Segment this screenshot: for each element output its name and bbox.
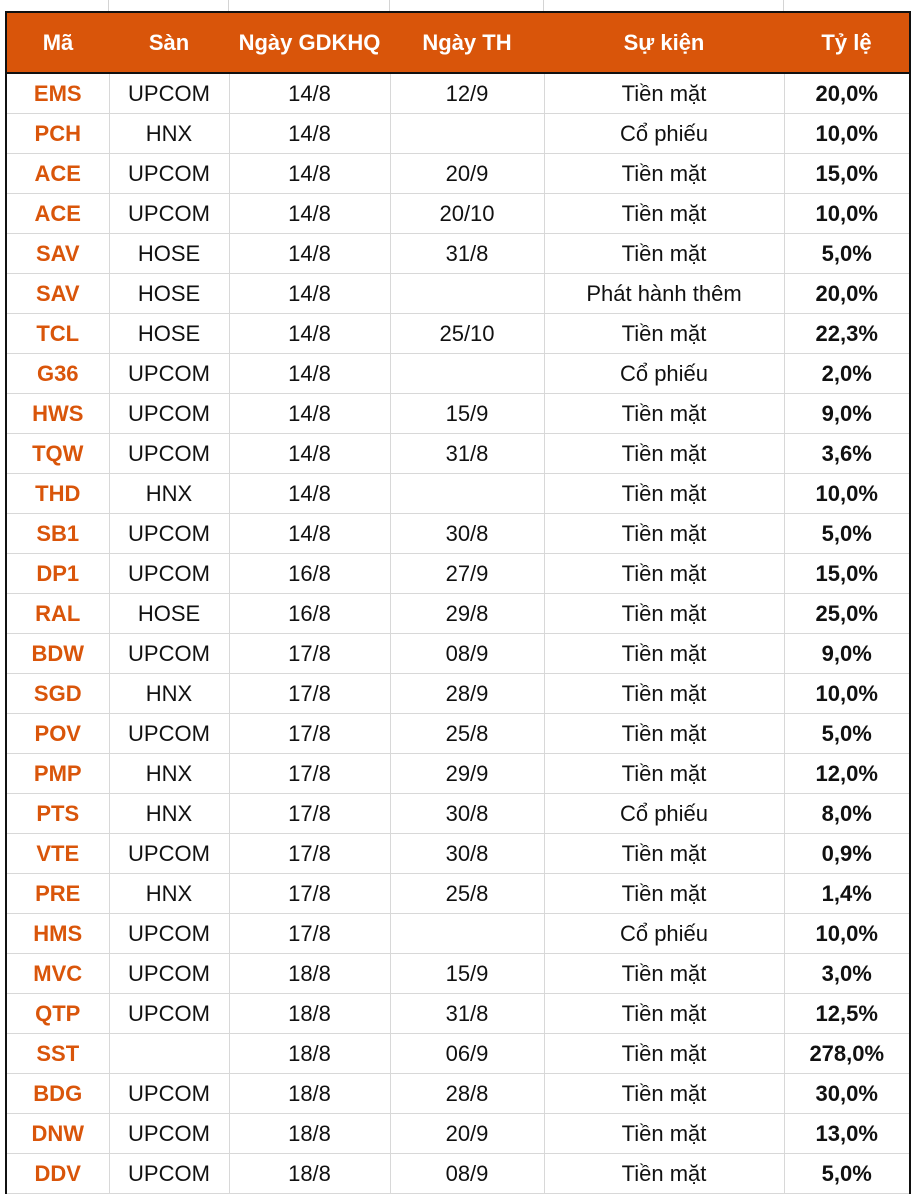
payment-date-cell[interactable]: 30/8 — [390, 514, 544, 554]
payment-date-cell[interactable]: 12/9 — [390, 73, 544, 114]
exchange-cell[interactable]: HOSE — [109, 274, 229, 314]
ticker-cell[interactable]: EMS — [6, 73, 109, 114]
payment-date-cell[interactable] — [390, 474, 544, 514]
ticker-cell[interactable]: PTS — [6, 794, 109, 834]
table-row — [6, 754, 910, 794]
payment-date-cell[interactable]: 06/9 — [390, 1034, 544, 1074]
ticker-cell[interactable]: BDG — [6, 1074, 109, 1114]
ex-date-cell[interactable]: 16/8 — [229, 594, 390, 634]
event-cell[interactable]: Tiền mặt — [544, 514, 784, 554]
payment-date-cell[interactable]: 31/8 — [390, 234, 544, 274]
exchange-cell[interactable]: UPCOM — [109, 354, 229, 394]
payment-date-cell[interactable]: 28/8 — [390, 1074, 544, 1114]
ticker-cell[interactable]: SB1 — [6, 514, 109, 554]
exchange-cell[interactable]: UPCOM — [109, 394, 229, 434]
event-cell[interactable]: Tiền mặt — [544, 234, 784, 274]
ticker-cell[interactable]: DNW — [6, 1114, 109, 1154]
exchange-cell[interactable]: HNX — [109, 674, 229, 714]
ratio-cell[interactable]: 12,0% — [784, 754, 910, 794]
exchange-cell[interactable]: UPCOM — [109, 194, 229, 234]
ex-date-cell[interactable]: 16/8 — [229, 554, 390, 594]
table-row — [6, 274, 910, 314]
table-row — [6, 1034, 910, 1074]
event-cell[interactable]: Tiền mặt — [544, 674, 784, 714]
payment-date-cell[interactable] — [390, 354, 544, 394]
payment-date-cell[interactable]: 08/9 — [390, 1154, 544, 1194]
ex-date-cell[interactable]: 14/8 — [229, 514, 390, 554]
event-cell[interactable]: Tiền mặt — [544, 554, 784, 594]
ex-date-cell[interactable]: 14/8 — [229, 354, 390, 394]
exchange-cell[interactable]: HOSE — [109, 234, 229, 274]
ticker-cell[interactable]: THD — [6, 474, 109, 514]
ratio-cell[interactable]: 3,6% — [784, 434, 910, 474]
payment-date-cell[interactable]: 20/9 — [390, 154, 544, 194]
exchange-cell[interactable] — [109, 1034, 229, 1074]
ratio-cell[interactable]: 5,0% — [784, 234, 910, 274]
ratio-cell[interactable]: 13,0% — [784, 1114, 910, 1154]
ex-date-cell[interactable]: 14/8 — [229, 274, 390, 314]
ratio-cell[interactable]: 10,0% — [784, 194, 910, 234]
event-cell[interactable]: Tiền mặt — [544, 73, 784, 114]
ex-date-cell[interactable]: 18/8 — [229, 1114, 390, 1154]
ex-date-cell[interactable]: 17/8 — [229, 754, 390, 794]
payment-date-cell[interactable]: 29/9 — [390, 754, 544, 794]
ratio-cell[interactable]: 30,0% — [784, 1074, 910, 1114]
ex-date-cell[interactable]: 17/8 — [229, 874, 390, 914]
ratio-cell[interactable]: 20,0% — [784, 73, 910, 114]
ex-date-cell[interactable]: 18/8 — [229, 954, 390, 994]
table-row — [6, 1114, 910, 1154]
event-cell[interactable]: Cổ phiếu — [544, 354, 784, 394]
exchange-cell[interactable]: UPCOM — [109, 834, 229, 874]
event-cell[interactable]: Tiền mặt — [544, 634, 784, 674]
event-cell[interactable]: Phát hành thêm — [544, 274, 784, 314]
exchange-cell[interactable]: UPCOM — [109, 714, 229, 754]
ticker-cell[interactable]: G36 — [6, 354, 109, 394]
event-cell[interactable]: Tiền mặt — [544, 194, 784, 234]
exchange-cell[interactable]: UPCOM — [109, 914, 229, 954]
exchange-cell[interactable]: UPCOM — [109, 1154, 229, 1194]
exchange-cell[interactable]: UPCOM — [109, 154, 229, 194]
ex-date-cell[interactable]: 14/8 — [229, 114, 390, 154]
ex-date-cell[interactable]: 18/8 — [229, 1154, 390, 1194]
ticker-cell[interactable]: QTP — [6, 994, 109, 1034]
header-ratio[interactable]: Tỷ lệ — [784, 12, 910, 73]
ex-date-cell[interactable]: 14/8 — [229, 73, 390, 114]
ratio-cell[interactable]: 9,0% — [784, 394, 910, 434]
payment-date-cell[interactable]: 31/8 — [390, 994, 544, 1034]
ratio-cell[interactable]: 10,0% — [784, 914, 910, 954]
table-row — [6, 234, 910, 274]
ratio-cell[interactable]: 10,0% — [784, 674, 910, 714]
exchange-cell[interactable]: HNX — [109, 874, 229, 914]
event-cell[interactable]: Tiền mặt — [544, 1034, 784, 1074]
payment-date-cell[interactable]: 27/9 — [390, 554, 544, 594]
event-cell[interactable]: Tiền mặt — [544, 874, 784, 914]
ex-date-cell[interactable]: 18/8 — [229, 1074, 390, 1114]
ticker-cell[interactable]: HWS — [6, 394, 109, 434]
payment-date-cell[interactable]: 20/9 — [390, 1114, 544, 1154]
ex-date-cell[interactable]: 17/8 — [229, 714, 390, 754]
exchange-cell[interactable]: UPCOM — [109, 1114, 229, 1154]
ex-date-cell[interactable]: 14/8 — [229, 434, 390, 474]
ticker-cell[interactable]: VTE — [6, 834, 109, 874]
table-row — [6, 874, 910, 914]
table-row — [6, 514, 910, 554]
ex-date-cell[interactable]: 14/8 — [229, 474, 390, 514]
ticker-cell[interactable]: SST — [6, 1034, 109, 1074]
ticker-cell[interactable]: SAV — [6, 234, 109, 274]
exchange-cell[interactable]: HNX — [109, 754, 229, 794]
payment-date-cell[interactable]: 15/9 — [390, 954, 544, 994]
exchange-cell[interactable]: UPCOM — [109, 994, 229, 1034]
ticker-cell[interactable]: MVC — [6, 954, 109, 994]
event-cell[interactable]: Tiền mặt — [544, 154, 784, 194]
payment-date-cell[interactable]: 30/8 — [390, 794, 544, 834]
ratio-cell[interactable]: 1,4% — [784, 874, 910, 914]
table-row — [6, 794, 910, 834]
ratio-cell[interactable]: 3,0% — [784, 954, 910, 994]
ratio-cell[interactable]: 10,0% — [784, 474, 910, 514]
payment-date-cell[interactable]: 08/9 — [390, 634, 544, 674]
ratio-cell[interactable]: 20,0% — [784, 274, 910, 314]
table-row — [6, 194, 910, 234]
exchange-cell[interactable]: UPCOM — [109, 1074, 229, 1114]
ex-date-cell[interactable]: 14/8 — [229, 234, 390, 274]
table-row — [6, 434, 910, 474]
table-row — [6, 314, 910, 354]
ticker-cell[interactable]: POV — [6, 714, 109, 754]
ticker-cell[interactable]: DDV — [6, 1154, 109, 1194]
ticker-cell[interactable]: DP1 — [6, 554, 109, 594]
ex-date-cell[interactable]: 17/8 — [229, 834, 390, 874]
event-cell[interactable]: Tiền mặt — [544, 1074, 784, 1114]
event-cell[interactable]: Tiền mặt — [544, 954, 784, 994]
table-row — [6, 994, 910, 1034]
header-ex-date[interactable]: Ngày GDKHQ — [229, 12, 390, 73]
exchange-cell[interactable]: UPCOM — [109, 514, 229, 554]
ratio-cell[interactable]: 8,0% — [784, 794, 910, 834]
ticker-cell[interactable]: ACE — [6, 154, 109, 194]
table-row — [6, 954, 910, 994]
payment-date-cell[interactable]: 20/10 — [390, 194, 544, 234]
ratio-cell[interactable]: 2,0% — [784, 354, 910, 394]
ratio-cell[interactable]: 12,5% — [784, 994, 910, 1034]
event-cell[interactable]: Tiền mặt — [544, 1154, 784, 1194]
ticker-cell[interactable]: PCH — [6, 114, 109, 154]
table-row — [6, 634, 910, 674]
ticker-cell[interactable]: TCL — [6, 314, 109, 354]
ticker-cell[interactable]: HMS — [6, 914, 109, 954]
payment-date-cell[interactable]: 31/8 — [390, 434, 544, 474]
table-row — [6, 1154, 910, 1194]
dividend-events-table — [5, 11, 911, 1194]
event-cell[interactable]: Tiền mặt — [544, 394, 784, 434]
payment-date-cell[interactable]: 25/8 — [390, 874, 544, 914]
ratio-cell[interactable]: 5,0% — [784, 514, 910, 554]
event-cell[interactable]: Cổ phiếu — [544, 914, 784, 954]
table-row — [6, 354, 910, 394]
event-cell[interactable]: Tiền mặt — [544, 594, 784, 634]
payment-date-cell[interactable]: 28/9 — [390, 674, 544, 714]
ticker-cell[interactable]: SGD — [6, 674, 109, 714]
header-event[interactable]: Sự kiện — [544, 12, 784, 73]
exchange-cell[interactable]: UPCOM — [109, 73, 229, 114]
exchange-cell[interactable]: HOSE — [109, 594, 229, 634]
table-row — [6, 154, 910, 194]
payment-date-cell[interactable] — [390, 914, 544, 954]
table-row — [6, 914, 910, 954]
ticker-cell[interactable]: PMP — [6, 754, 109, 794]
table-row — [6, 73, 910, 114]
ex-date-cell[interactable]: 17/8 — [229, 914, 390, 954]
ex-date-cell[interactable]: 17/8 — [229, 634, 390, 674]
event-cell[interactable]: Tiền mặt — [544, 1114, 784, 1154]
exchange-cell[interactable]: HNX — [109, 114, 229, 154]
header-row — [6, 12, 910, 73]
ratio-cell[interactable]: 5,0% — [784, 1154, 910, 1194]
payment-date-cell[interactable]: 30/8 — [390, 834, 544, 874]
event-cell[interactable]: Tiền mặt — [544, 314, 784, 354]
event-cell[interactable]: Tiền mặt — [544, 834, 784, 874]
payment-date-cell[interactable] — [390, 114, 544, 154]
event-cell[interactable]: Tiền mặt — [544, 754, 784, 794]
event-cell[interactable]: Tiền mặt — [544, 474, 784, 514]
ratio-cell[interactable]: 9,0% — [784, 634, 910, 674]
event-cell[interactable]: Tiền mặt — [544, 714, 784, 754]
event-cell[interactable]: Tiền mặt — [544, 994, 784, 1034]
event-cell[interactable]: Tiền mặt — [544, 434, 784, 474]
header-payment-date[interactable]: Ngày TH — [390, 12, 544, 73]
event-cell[interactable]: Cổ phiếu — [544, 794, 784, 834]
payment-date-cell[interactable]: 15/9 — [390, 394, 544, 434]
table-row — [6, 834, 910, 874]
exchange-cell[interactable]: UPCOM — [109, 554, 229, 594]
ratio-cell[interactable]: 15,0% — [784, 554, 910, 594]
ticker-cell[interactable]: BDW — [6, 634, 109, 674]
payment-date-cell[interactable]: 25/8 — [390, 714, 544, 754]
ratio-cell[interactable]: 278,0% — [784, 1034, 910, 1074]
table-row — [6, 594, 910, 634]
ex-date-cell[interactable]: 14/8 — [229, 314, 390, 354]
ex-date-cell[interactable]: 14/8 — [229, 194, 390, 234]
table-row — [6, 394, 910, 434]
ticker-cell[interactable]: TQW — [6, 434, 109, 474]
ex-date-cell[interactable]: 17/8 — [229, 794, 390, 834]
exchange-cell[interactable]: HNX — [109, 474, 229, 514]
ratio-cell[interactable]: 5,0% — [784, 714, 910, 754]
event-cell[interactable]: Cổ phiếu — [544, 114, 784, 154]
table-row — [6, 714, 910, 754]
payment-date-cell[interactable] — [390, 274, 544, 314]
ticker-cell[interactable]: ACE — [6, 194, 109, 234]
ex-date-cell[interactable]: 14/8 — [229, 154, 390, 194]
ratio-cell[interactable]: 10,0% — [784, 114, 910, 154]
ex-date-cell[interactable]: 14/8 — [229, 394, 390, 434]
header-ticker[interactable]: Mã — [6, 12, 109, 73]
ex-date-cell[interactable]: 18/8 — [229, 994, 390, 1034]
ratio-cell[interactable]: 15,0% — [784, 154, 910, 194]
ticker-cell[interactable]: SAV — [6, 274, 109, 314]
exchange-cell[interactable]: HOSE — [109, 314, 229, 354]
ex-date-cell[interactable]: 18/8 — [229, 1034, 390, 1074]
exchange-cell[interactable]: UPCOM — [109, 434, 229, 474]
table-row — [6, 1074, 910, 1114]
ratio-cell[interactable]: 25,0% — [784, 594, 910, 634]
ticker-cell[interactable]: PRE — [6, 874, 109, 914]
table-row — [6, 114, 910, 154]
ticker-cell[interactable]: RAL — [6, 594, 109, 634]
ratio-cell[interactable]: 0,9% — [784, 834, 910, 874]
exchange-cell[interactable]: UPCOM — [109, 634, 229, 674]
exchange-cell[interactable]: HNX — [109, 794, 229, 834]
payment-date-cell[interactable]: 29/8 — [390, 594, 544, 634]
payment-date-cell[interactable]: 25/10 — [390, 314, 544, 354]
ratio-cell[interactable]: 22,3% — [784, 314, 910, 354]
table-row — [6, 554, 910, 594]
table-row — [6, 674, 910, 714]
exchange-cell[interactable]: UPCOM — [109, 954, 229, 994]
header-exchange[interactable]: Sàn — [109, 12, 229, 73]
table-row — [6, 474, 910, 514]
ex-date-cell[interactable]: 17/8 — [229, 674, 390, 714]
